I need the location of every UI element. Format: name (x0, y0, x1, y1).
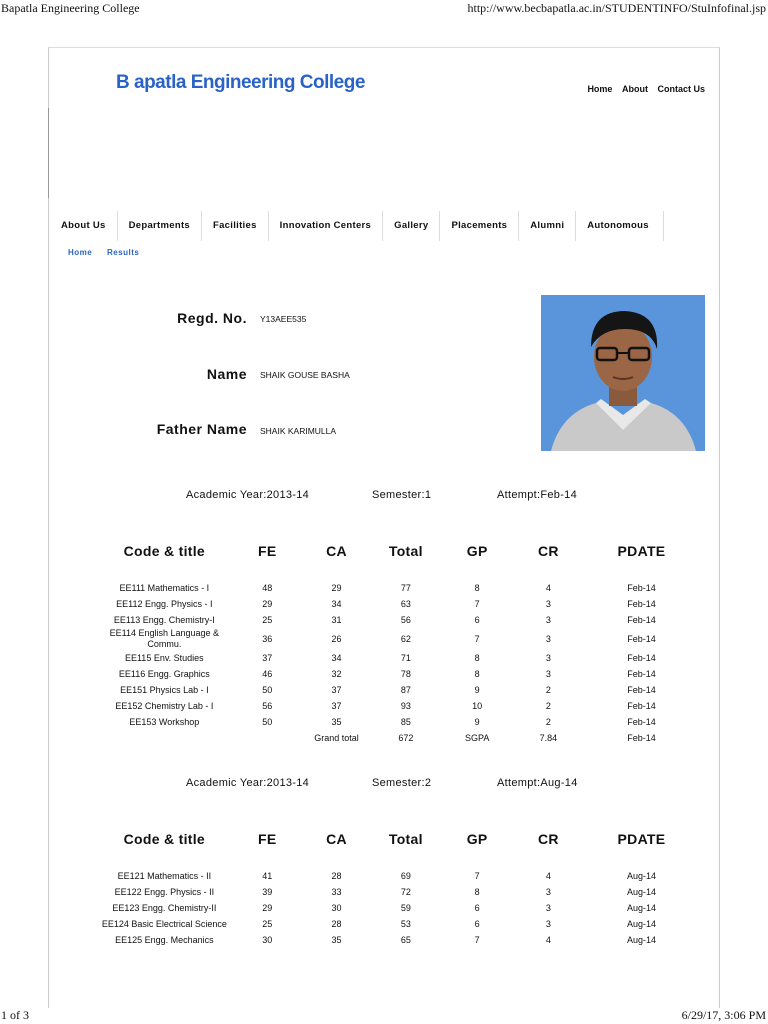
table-row (98, 628, 698, 650)
cell-fe: 46 (262, 668, 273, 679)
cell-code-title: EE112 Engg. Physics - I (116, 598, 213, 609)
table-row (98, 666, 698, 682)
cell-ca: 34 (331, 598, 342, 609)
cell-cr: 2 (545, 684, 551, 695)
cell-total: 65 (400, 934, 411, 945)
cell-total: 85 (400, 716, 411, 727)
cell-code-title: EE116 Engg. Graphics (118, 668, 210, 679)
cell-fe: 30 (262, 934, 273, 945)
header-cr: CR (537, 543, 559, 559)
total-cell-gp: SGPA (465, 732, 490, 743)
total-cell-cr: 7.84 (539, 732, 558, 743)
table-row (98, 884, 698, 900)
cell-total: 56 (400, 614, 411, 625)
nav-alumni[interactable]: Alumni (519, 211, 576, 241)
cell-ca: 35 (331, 934, 342, 945)
top-nav (580, 84, 705, 94)
cell-pdate: Feb-14 (627, 684, 656, 695)
header-pdate: PDATE (617, 543, 666, 559)
cell-ca: 35 (331, 716, 342, 727)
header-fe: FE (257, 543, 277, 559)
cell-pdate: Feb-14 (627, 652, 656, 663)
cell-gp: 8 (474, 886, 480, 897)
cell-pdate: Aug-14 (626, 870, 656, 881)
cell-fe: 50 (262, 716, 273, 727)
name-label: Name (206, 366, 247, 382)
top-nav-about[interactable]: About (621, 84, 648, 94)
cell-pdate: Aug-14 (626, 902, 656, 913)
cell-total: 77 (400, 582, 411, 593)
total-cell-pdate: Feb-14 (627, 732, 656, 743)
header-total: Total (388, 543, 423, 559)
header-ca: CA (326, 543, 347, 559)
sem1-academic-year: Academic Year:2013-14 (186, 489, 310, 501)
cell-code-title: EE124 Basic Electrical Science (101, 918, 227, 929)
regd-value: Y13AEE535 (260, 314, 307, 324)
sem2-body (98, 868, 698, 948)
nav-facilities[interactable]: Facilities (202, 211, 269, 241)
sem1-attempt: Attempt:Feb-14 (497, 489, 578, 501)
cell-fe: 56 (262, 700, 273, 711)
cell-cr: 3 (545, 886, 551, 897)
cell-code-title: EE115 Env. Studies (124, 652, 204, 663)
table-row (98, 714, 698, 730)
cell-code-title: EE122 Engg. Physics - II (114, 886, 215, 897)
cell-total: 59 (400, 902, 411, 913)
cell-gp: 6 (474, 614, 480, 625)
cell-cr: 3 (545, 614, 551, 625)
cell-fe: 25 (262, 918, 273, 929)
cell-gp: 8 (474, 668, 480, 679)
cell-code-title: EE151 Physics Lab - I (120, 684, 209, 695)
cell-pdate: Aug-14 (626, 886, 656, 897)
cell-code-title: EE152 Chemistry Lab - I (115, 700, 214, 711)
cell-cr: 2 (545, 716, 551, 727)
cell-gp: 9 (474, 684, 480, 695)
cell-gp: 7 (474, 934, 480, 945)
cell-gp: 8 (474, 582, 480, 593)
header-code-title: Code & title (123, 543, 206, 559)
header-cr: CR (537, 831, 559, 847)
cell-cr: 3 (545, 902, 551, 913)
table-header-row (98, 826, 698, 852)
cell-gp: 6 (474, 918, 480, 929)
cell-ca: 31 (331, 614, 342, 625)
cell-fe: 41 (262, 870, 273, 881)
cell-total: 63 (400, 598, 411, 609)
nav-placements[interactable]: Placements (440, 211, 519, 241)
cell-ca: 37 (331, 684, 342, 695)
print-header (0, 0, 768, 16)
father-value: SHAIK KARIMULLA (260, 426, 337, 436)
sem1-body (98, 580, 698, 746)
total-cell-code-title (98, 730, 231, 746)
header-fe: FE (258, 831, 277, 847)
cell-fe: 29 (262, 598, 273, 609)
cell-ca: 37 (331, 700, 342, 711)
nav-innovation-centers[interactable]: Innovation Centers (269, 211, 383, 241)
cell-pdate: Feb-14 (627, 668, 656, 679)
cell-gp: 8 (474, 652, 480, 663)
breadcrumb (68, 248, 151, 257)
cell-pdate: Feb-14 (627, 700, 656, 711)
cell-code-title: EE153 Workshop (129, 716, 200, 727)
cell-code-title: EE113 Engg. Chemistry-I (113, 614, 215, 625)
sem2-semester: Semester:2 (372, 777, 432, 789)
sem1-results-table (98, 538, 698, 746)
header-pdate: PDATE (617, 831, 666, 847)
cell-cr: 4 (545, 934, 551, 945)
cell-ca: 30 (331, 902, 342, 913)
cell-pdate: Aug-14 (626, 934, 656, 945)
top-nav-home[interactable]: Home (587, 84, 613, 94)
table-row (98, 916, 698, 932)
cell-ca: 32 (331, 668, 342, 679)
cell-pdate: Feb-14 (627, 633, 656, 644)
cell-gp: 7 (474, 598, 480, 609)
cell-code-title: EE123 Engg. Chemistry-II (112, 902, 217, 913)
table-row (98, 698, 698, 714)
table-row (98, 932, 698, 948)
name-value: SHAIK GOUSE BASHA (260, 370, 350, 380)
cell-ca: 28 (331, 918, 342, 929)
table-row (98, 682, 698, 698)
cell-total: 69 (400, 870, 411, 881)
print-page-number: 1 of 3 (1, 1008, 29, 1022)
cell-cr: 4 (545, 870, 551, 881)
cell-fe: 48 (262, 582, 273, 593)
cell-ca: 28 (331, 870, 342, 881)
cell-code-title: EE111 Mathematics - I (119, 582, 210, 593)
cell-total: 87 (400, 684, 411, 695)
print-url: http://www.becbapatla.ac.in/STUDENTINFO/StuInfofinal.jsp (467, 1, 766, 15)
cell-cr: 3 (545, 598, 551, 609)
breadcrumb-results[interactable]: Results (106, 248, 140, 257)
cell-ca: 34 (331, 652, 342, 663)
breadcrumb-home[interactable]: Home (68, 248, 93, 257)
frame-marker (48, 108, 49, 198)
cell-pdate: Aug-14 (626, 918, 656, 929)
cell-total: 78 (400, 668, 411, 679)
cell-gp: 10 (472, 700, 483, 711)
cell-cr: 3 (545, 918, 551, 929)
cell-fe: 36 (262, 633, 273, 644)
cell-code-title: EE121 Mathematics - II (117, 870, 212, 881)
header-gp: GP (466, 831, 488, 847)
nav-departments[interactable]: Departments (118, 211, 202, 241)
header-code-title: Code & title (123, 831, 206, 847)
total-cell-ca: Grand total (314, 732, 359, 743)
cell-pdate: Feb-14 (627, 614, 656, 625)
total-cell-total: 672 (398, 732, 414, 743)
table-row (98, 868, 698, 884)
cell-total: 62 (400, 633, 411, 644)
print-footer (0, 1006, 768, 1024)
print-datetime: 6/29/17, 3:06 PM (681, 1008, 766, 1022)
cell-code-title: EE114 English Language & Commu. (109, 628, 220, 649)
cell-ca: 29 (331, 582, 342, 593)
table-row (98, 596, 698, 612)
site-title[interactable]: B apatla Engineering College (116, 72, 365, 93)
table-row (98, 612, 698, 628)
table-header-row (98, 538, 698, 564)
cell-fe: 37 (262, 652, 273, 663)
cell-code-title: EE125 Engg. Mechanics (115, 934, 214, 945)
cell-gp: 7 (474, 870, 480, 881)
nav-gallery[interactable]: Gallery (383, 211, 440, 241)
nav-about-us[interactable]: About Us (50, 211, 118, 241)
cell-cr: 4 (545, 582, 551, 593)
print-title: Bapatla Engineering College (1, 1, 140, 15)
cell-cr: 3 (545, 633, 551, 644)
cell-total: 71 (400, 652, 411, 663)
cell-pdate: Feb-14 (627, 598, 656, 609)
cell-gp: 6 (474, 902, 480, 913)
grand-total-row (98, 730, 698, 746)
cell-cr: 3 (545, 668, 551, 679)
cell-total: 93 (400, 700, 411, 711)
table-row (98, 650, 698, 666)
cell-pdate: Feb-14 (627, 582, 656, 593)
table-row (98, 900, 698, 916)
sem2-attempt: Attempt:Aug-14 (497, 777, 578, 789)
student-photo (541, 295, 705, 451)
cell-cr: 3 (545, 652, 551, 663)
cell-ca: 26 (331, 633, 342, 644)
table-row (98, 580, 698, 596)
sem1-semester: Semester:1 (372, 489, 432, 501)
header-gp: GP (466, 543, 488, 559)
cell-pdate: Feb-14 (627, 716, 656, 727)
regd-label: Regd. No. (177, 310, 247, 326)
cell-total: 72 (400, 886, 411, 897)
header-ca: CA (326, 831, 347, 847)
cell-fe: 25 (262, 614, 273, 625)
cell-ca: 33 (331, 886, 342, 897)
cell-gp: 7 (474, 633, 480, 644)
sem2-academic-year: Academic Year:2013-14 (186, 777, 310, 789)
main-nav (50, 211, 664, 241)
cell-cr: 2 (545, 700, 551, 711)
cell-fe: 29 (262, 902, 273, 913)
top-nav-contact[interactable]: Contact Us (657, 84, 705, 94)
father-label: Father Name (156, 421, 247, 437)
nav-autonomous[interactable]: Autonomous (576, 211, 664, 241)
student-photo-image (541, 295, 705, 451)
cell-total: 53 (400, 918, 411, 929)
total-cell-fe (231, 730, 304, 746)
header-total: Total (388, 831, 423, 847)
cell-fe: 39 (262, 886, 273, 897)
sem2-results-table (98, 826, 698, 948)
cell-fe: 50 (262, 684, 273, 695)
cell-gp: 9 (474, 716, 480, 727)
